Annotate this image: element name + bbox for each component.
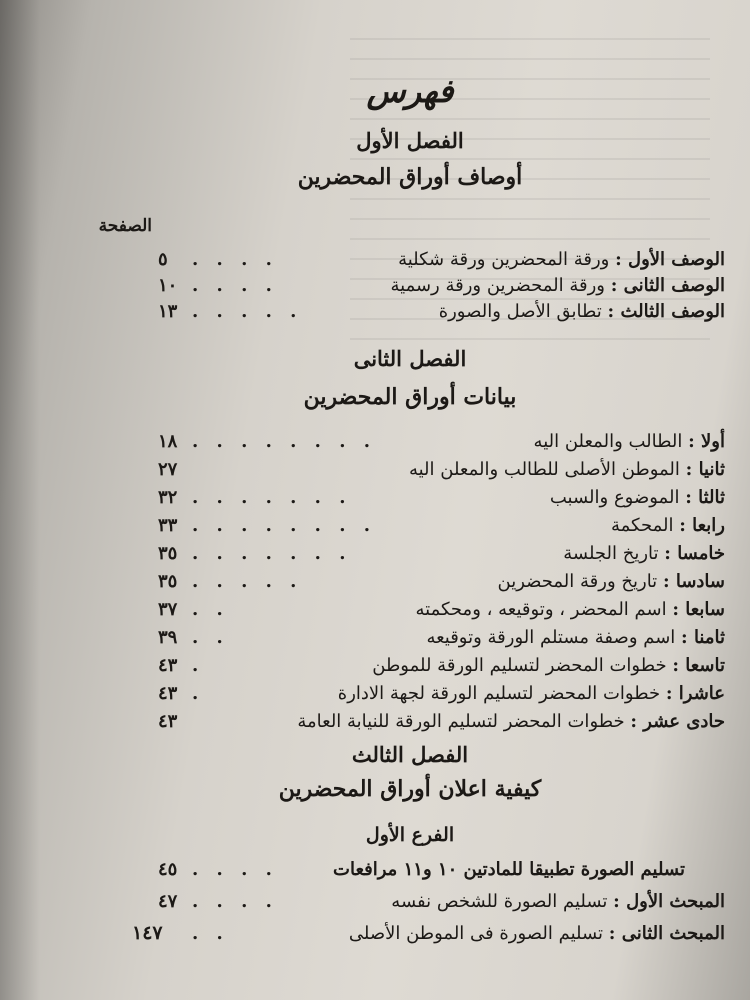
toc-entry-label: الوصف الثالث :: [607, 301, 725, 322]
leader-dots: . . . .: [192, 891, 278, 912]
toc-page-number: ٥: [158, 249, 168, 270]
toc-entry-label: سادسا :: [662, 571, 725, 592]
toc-entry-text: الموضوع والسبب: [549, 487, 680, 508]
toc-entry-text: تطابق الأصل والصورة: [438, 301, 602, 322]
toc-entry-label: الوصف الثانى :: [610, 275, 725, 296]
toc-entry: [100, 484, 725, 512]
chapter1-label: الفصل الأول: [356, 128, 464, 153]
leader-dots: . .: [192, 599, 229, 620]
page-column-header: الصفحة: [98, 216, 152, 236]
toc-entry-title: [416, 596, 726, 624]
chapter2-subtitle: بيانات أوراق المحضرين: [303, 384, 517, 410]
toc-entry: [100, 456, 725, 484]
toc-entry-label: ثانيا :: [685, 459, 725, 480]
toc-entry-text: المحكمة: [610, 515, 674, 536]
toc-entry-title: [426, 624, 725, 652]
toc-entry-text: ورقة المحضرين ورقة شكلية: [398, 249, 610, 270]
leader-dots: . . . .: [192, 859, 278, 880]
toc-entry-text: خطوات المحضر لتسليم الورقة للنيابة العامة: [297, 711, 625, 732]
toc-entry-label: المبحث الثانى :: [608, 923, 725, 944]
toc-entry-title: [498, 568, 725, 596]
toc-entry-title: [563, 540, 725, 568]
toc-entry-label: عاشرا :: [665, 683, 725, 704]
chapter3-label: الفصل الثالث: [351, 742, 469, 767]
toc-entry-text: تسليم الصورة للشخص نفسه: [391, 891, 608, 912]
toc-entry-label: الوصف الأول :: [615, 249, 725, 270]
toc-entry-text: الطالب والمعلن اليه: [533, 431, 683, 452]
leader-dots: . . . . .: [192, 571, 303, 592]
leader-dots: . .: [192, 627, 229, 648]
toc-page-number: ٣٣: [158, 515, 178, 536]
toc-entry-title: [372, 652, 725, 680]
toc-entry: [100, 888, 725, 916]
toc-entry-label: حادى عشر :: [630, 711, 725, 732]
toc-page-number: ١٠: [158, 275, 178, 296]
toc-entry-title: [390, 272, 725, 300]
toc-entry: [100, 652, 725, 680]
toc-entry-text: اسم المحضر ، وتوقيعه ، ومحكمته: [415, 599, 667, 620]
toc-entry: [100, 920, 725, 948]
toc-entry: [100, 272, 725, 300]
toc-entry-title: [611, 512, 725, 540]
book-gutter-shadow: [0, 0, 40, 1000]
leader-dots: . . . . . . .: [192, 543, 352, 564]
toc-entry-title: [409, 456, 725, 484]
chapter3-subtitle: كيفية اعلان أوراق المحضرين: [278, 776, 542, 802]
toc-entry-label: سابعا :: [672, 599, 725, 620]
toc-page-number: ٢٧: [158, 459, 178, 480]
toc-entry-label: رابعا :: [679, 515, 725, 536]
toc-entry-title: [333, 856, 685, 884]
toc-page-number: ١٣: [158, 301, 178, 322]
toc-entry-text: ورقة المحضرين ورقة رسمية: [390, 275, 605, 296]
index-title: فهرس: [366, 72, 454, 110]
toc-entry-title: [349, 920, 725, 948]
branch1-subtitle: تسليم الصورة تطبيقا للمادتين ١٠ و١١ مرافعات: [333, 859, 685, 880]
toc-page-number: ٣٧: [158, 599, 178, 620]
toc-entry-text: تاريخ الجلسة: [563, 543, 659, 564]
toc-entry: [100, 680, 725, 708]
toc-entry-text: خطوات المحضر لتسليم الورقة للموطن: [372, 655, 667, 676]
toc-entry-title: [550, 484, 725, 512]
toc-entry-text: اسم وصفة مستلم الورقة وتوقيعه: [426, 627, 676, 648]
leader-dots: . . . . . . .: [192, 487, 352, 508]
toc-entry-title: [534, 428, 725, 456]
toc-page-number: ٤٣: [158, 655, 178, 676]
toc-entry: [100, 428, 725, 456]
leader-dots: .: [192, 683, 205, 704]
toc-page-number: ٤٥: [158, 859, 178, 880]
toc-entry: [100, 708, 725, 736]
toc-entry-label: تاسعا :: [672, 655, 725, 676]
chapter2-label: الفصل الثانى: [353, 346, 467, 371]
toc-entry: [100, 568, 725, 596]
leader-dots: . . . . . . . .: [192, 515, 376, 536]
toc-entry: [100, 624, 725, 652]
toc-entry-title: [338, 680, 725, 708]
toc-entry-title: [391, 888, 725, 916]
toc-entry: [100, 298, 725, 326]
branch1-label: الفرع الأول: [365, 824, 455, 846]
leader-dots: . . . .: [192, 249, 278, 270]
toc-entry-label: ثالثا :: [685, 487, 725, 508]
leader-dots: . . . . .: [192, 301, 303, 322]
toc-entry: [100, 540, 725, 568]
toc-entry-label: المبحث الأول :: [613, 891, 725, 912]
leader-dots: . . . .: [192, 275, 278, 296]
toc-entry-label: ثامنا :: [681, 627, 725, 648]
leader-dots: . .: [192, 923, 229, 944]
toc-entry-title: [398, 246, 725, 274]
toc-page-number: ٣٥: [158, 543, 178, 564]
toc-page-number: ٣٩: [158, 627, 178, 648]
toc-page-number: ٤٣: [158, 683, 178, 704]
leader-dots: . . . . . . . .: [192, 431, 376, 452]
toc-entry: [100, 246, 725, 274]
toc-entry-text: خطوات المحضر لتسليم الورقة لجهة الادارة: [337, 683, 661, 704]
toc-entry: [100, 856, 725, 884]
toc-page-number: ٣٥: [158, 571, 178, 592]
chapter1-subtitle: أوصاف أوراق المحضرين: [297, 164, 523, 190]
toc-entry: [100, 596, 725, 624]
toc-entry-label: خامسا :: [664, 543, 725, 564]
toc-entry-text: الموطن الأصلى للطالب والمعلن اليه: [408, 459, 680, 480]
leader-dots: .: [192, 655, 205, 676]
toc-page-number: ١٨: [158, 431, 178, 452]
toc-entry: [100, 512, 725, 540]
toc-page-number: ٤٧: [158, 891, 178, 912]
toc-page-number: ٣٢: [158, 487, 178, 508]
toc-entry-text: تسليم الصورة فى الموطن الأصلى: [348, 923, 604, 944]
toc-entry-label: أولا :: [688, 431, 725, 452]
page-folio-number: ١٤٧: [132, 922, 163, 944]
toc-page-number: ٤٣: [158, 711, 178, 732]
toc-entry-title: [439, 298, 725, 326]
index-page: [98, 0, 725, 1000]
toc-entry-title: [297, 708, 725, 736]
toc-entry-text: تاريخ ورقة المحضرين: [497, 571, 658, 592]
